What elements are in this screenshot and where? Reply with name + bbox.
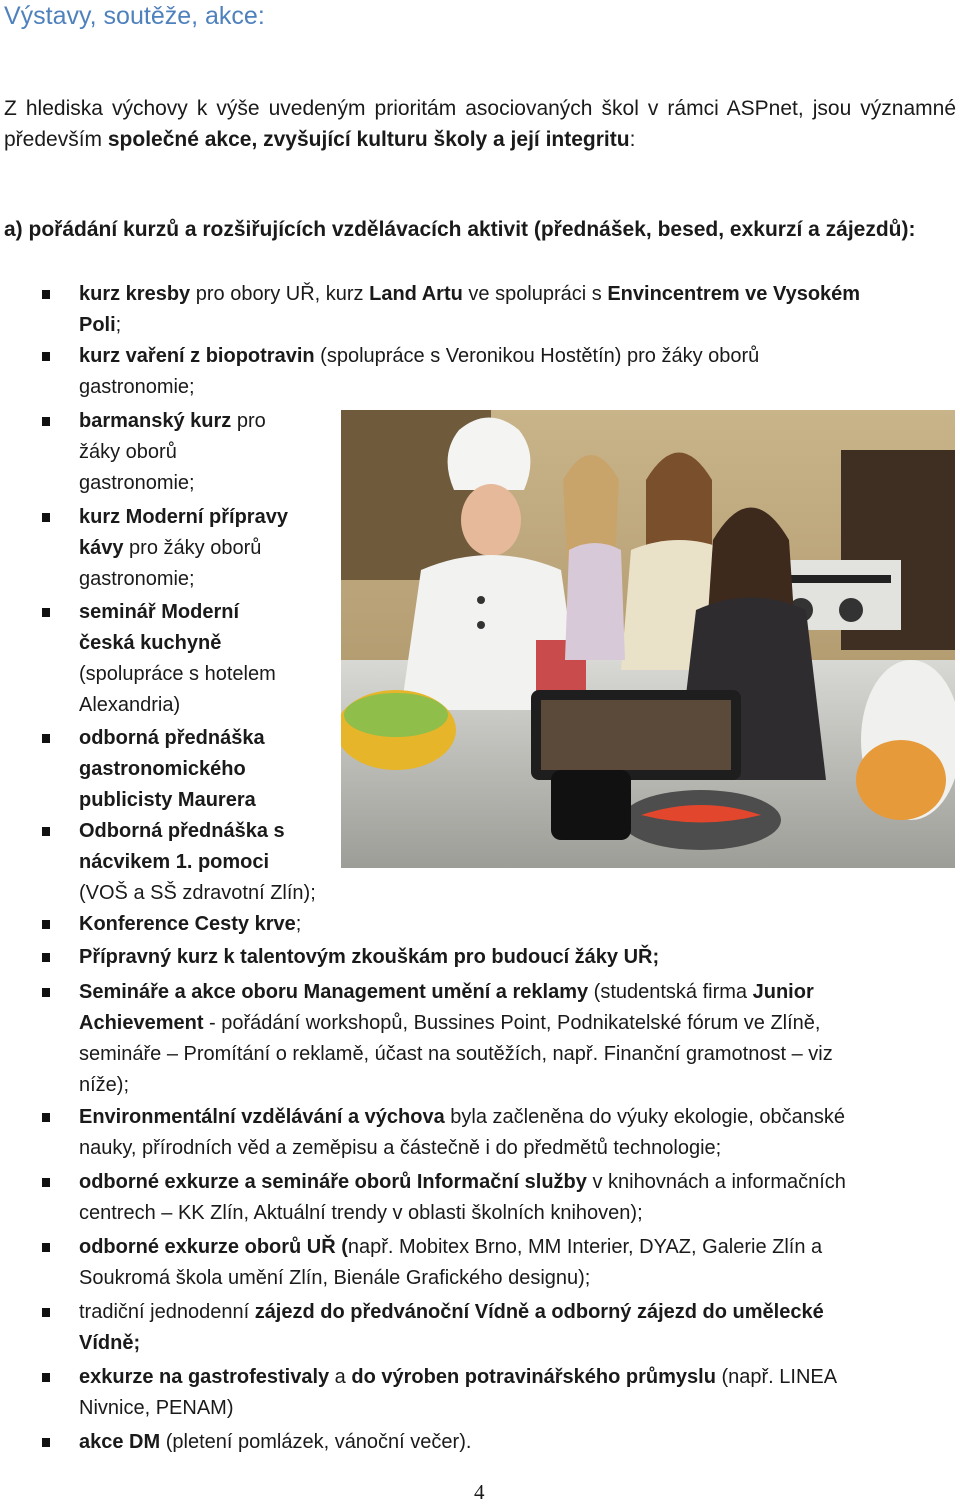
list-item-text [79,1236,822,1289]
list-item [79,502,288,595]
text: Z hlediska výchovy k výše uvedeným prioritám asociovaných škol v rámci ASPnet, jsou významné především [4,97,956,151]
list-item [79,816,316,909]
text: - pořádání workshopů, Bussines Point, Podnikatelské fórum ve Zlíně, semináře – Promítání o reklamě, účast na soutěžích, např. Finanční gramotnost – viz níže); [79,1012,833,1096]
list-item [79,909,301,940]
bold-text: Semináře a akce oboru [79,981,304,1003]
list-item [79,1167,846,1229]
square-bullet-icon [42,1113,50,1122]
list-item-text [79,283,860,336]
text: (spolupráce s hotelem Alexandria) [79,663,276,716]
page-heading: Výstavy, soutěže, akce: [4,2,265,30]
list-item-text [79,946,659,968]
square-bullet-icon [42,1308,50,1317]
list-item [79,1297,824,1359]
bold-text: Konference Cesty krve [79,913,296,935]
list-item-text [79,913,301,935]
square-bullet-icon [42,1438,50,1447]
bold-text: Odborná přednáška s nácvikem 1. pomoci [79,820,285,873]
square-bullet-icon [42,1373,50,1382]
text: : [629,128,636,151]
cooking-class-photo [341,410,955,868]
square-bullet-icon [42,734,50,743]
list-item [79,597,276,721]
cooking-class-illustration [341,410,955,868]
text: ; [295,913,302,935]
bold-text: do výroben potravinářského průmyslu [351,1366,716,1388]
text: (VOŠ a SŠ zdravotní Zlín); [79,882,316,904]
text: tradiční jednodenní [79,1301,255,1323]
text: (pletení pomlázek, vánoční večer). [160,1431,472,1453]
square-bullet-icon [42,1178,50,1187]
list-item [79,279,860,341]
list-item-text [79,1171,846,1224]
list-item [79,977,833,1101]
bold-text: kurz kresby [79,283,191,305]
square-bullet-icon [42,352,50,361]
text: pro obory UŘ, kurz [190,283,370,305]
square-bullet-icon [42,417,50,426]
bold-text: exkurze na gastrofestivaly [79,1366,330,1388]
text: např. Mobitex Brno, MM Interier, DYAZ, Galerie Zlín a Soukromá škola umění Zlín, Bienále Grafického designu); [79,1236,823,1289]
bold-text: kurz vaření z biopotravin [79,345,315,367]
bold-text: odborná přednáška gastronomického publicisty Maurera [79,727,265,811]
square-bullet-icon [42,920,50,929]
text: a [329,1366,352,1388]
text: (spolupráce s Veronikou Hostětín) pro žáky oborů gastronomie; [79,345,760,398]
list-item-text [79,601,276,716]
text: ve spolupráci s [462,283,608,305]
text: byla začleněna do výuky ekologie, občanské nauky, přírodních věd a zeměpisu a částečně i do předmětů technologie; [79,1106,845,1159]
square-bullet-icon [42,988,50,997]
section-subheading: a) pořádání kurzů a rozšiřujících vzdělávacích aktivit (přednášek, besed, exkurzí a zájezdů): [4,218,916,241]
text: pro žáky oborů gastronomie; [79,410,266,494]
list-item-text [79,410,266,494]
bold-text: Junior Achievement [79,981,814,1034]
text: (např. LINEA Nivnice, PENAM) [79,1366,838,1419]
list-item-text [79,727,265,811]
list-item [79,1102,845,1164]
text: pro žáky oborů gastronomie; [79,537,262,590]
bold-text: Envincentrem ve Vysokém [607,283,861,305]
list-item-text [79,1106,845,1159]
bold-text: kurz Moderní přípravy kávy [79,506,288,559]
square-bullet-icon [42,513,50,522]
bold-text: akce DM [79,1431,161,1453]
text: (studentská firma [588,981,753,1003]
list-item-text [79,1431,471,1453]
bold-text: odborné exkurze oborů UŘ ( [79,1236,348,1258]
list-item-text [79,981,833,1096]
bold-text: Management umění a reklamy [303,981,589,1003]
bold-text: společné akce, zvyšující kulturu školy a její integritu [107,128,630,151]
square-bullet-icon [42,608,50,617]
bold-text: Poli [79,314,116,336]
list-item [79,1427,471,1458]
list-item [79,1362,837,1424]
list-item [79,341,759,403]
bold-text: Land Artu [369,283,463,305]
text: ; [115,314,122,336]
list-item [79,942,659,973]
square-bullet-icon [42,1243,50,1252]
square-bullet-icon [42,827,50,836]
square-bullet-icon [42,953,50,962]
list-item [79,1232,822,1294]
bold-text: barmanský kurz [79,410,232,432]
list-item [79,723,265,816]
bold-text: odborné exkurze a semináře oborů Informační služby [79,1171,587,1193]
square-bullet-icon [42,290,50,299]
bold-text: Environmentální vzdělávání a výchova [79,1106,445,1128]
list-item-text [79,506,288,590]
list-item-text [79,345,759,398]
bold-text: Přípravný kurz k talentovým zkouškám pro budoucí žáky UŘ; [79,946,660,968]
text: v knihovnách a informačních centrech – KK Zlín, Aktuální trendy v oblasti školních knihoven); [79,1171,846,1224]
list-item-text [79,1301,824,1354]
bold-text: seminář Moderní česká kuchyně [79,601,240,654]
page-number: 4 [474,1480,485,1504]
list-item-text [79,1366,837,1419]
bold-text: zájezd do předvánoční Vídně a odborný zájezd do umělecké Vídně; [79,1301,824,1354]
list-item [79,406,266,499]
list-item-text [79,820,316,904]
intro-paragraph [4,93,956,155]
